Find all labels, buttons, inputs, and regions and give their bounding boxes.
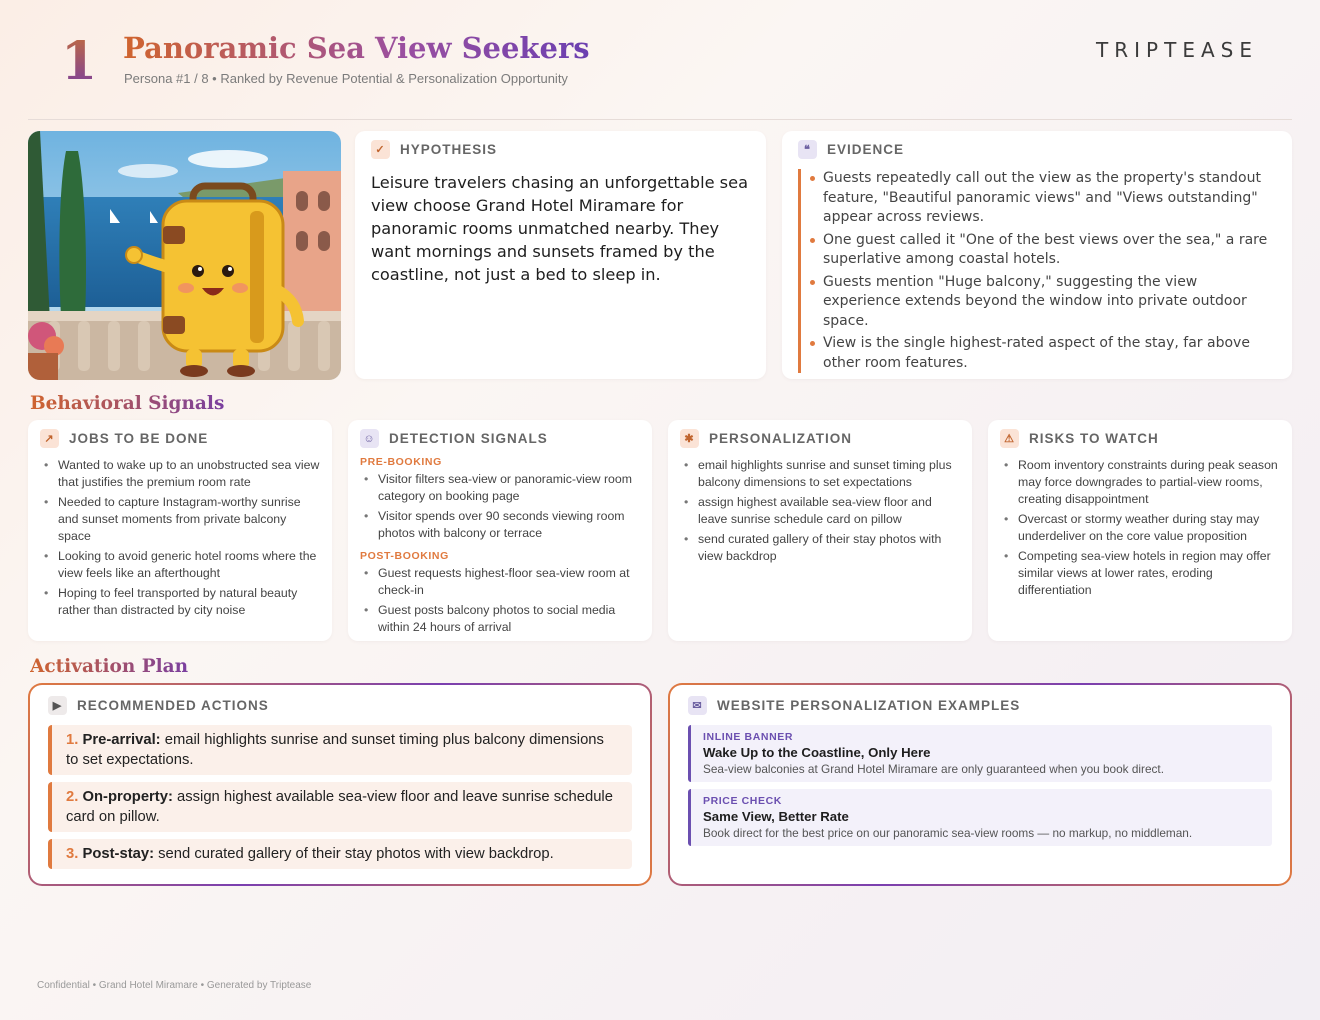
action-item (48, 725, 632, 775)
mail-icon: ✉ (688, 696, 707, 715)
risks-list (1000, 457, 1280, 599)
action-number: 1. (66, 732, 79, 748)
evidence-item: One guest called it "One of the best views over the sea," a rare superlative among coastal hotels. (823, 231, 1276, 270)
list-item: • Guest requests highest-floor sea-view room at check-in (360, 565, 640, 599)
recommended-actions-panel (28, 683, 652, 886)
brand-logo: TRIPTEASE (1096, 38, 1258, 62)
example-body: Sea-view balconies at Grand Hotel Miramare are only guaranteed when you book direct. (703, 762, 1164, 776)
list-item: • Looking to avoid generic hotel rooms where the view feels like an afterthought (40, 548, 320, 582)
evidence-item: Guests repeatedly call out the view as the property's standout feature, "Beautiful panoramic views" and "Views outstanding" appear across reviews. (823, 169, 1276, 228)
action-text: assign highest available sea-view floor and leave sunrise schedule card on pillow. (66, 789, 613, 825)
hypothesis-card (355, 131, 766, 379)
list-item: • Wanted to wake up to an unobstructed sea view that justifies the premium room rate (40, 457, 320, 491)
risks-label: RISKS TO WATCH (1029, 431, 1159, 446)
list-item: • email highlights sunrise and sunset timing plus balcony dimensions to set expectations (680, 457, 960, 491)
list-item: • send curated gallery of their stay photos with view backdrop (680, 531, 960, 565)
detection-label: DETECTION SIGNALS (389, 431, 548, 446)
list-item: • Hoping to feel transported by natural beauty rather than distracted by city noise (40, 585, 320, 619)
arrow-up-right-icon: ↗ (40, 429, 59, 448)
example-price-check (688, 789, 1272, 846)
list-item: • Room inventory constraints during peak season may force downgrades to partial-view rooms, creating disappointment (1000, 457, 1280, 508)
evidence-card (782, 131, 1292, 379)
example-tag: PRICE CHECK (703, 795, 782, 807)
activation-plan-title: Activation Plan (30, 656, 189, 677)
persona-rank: 1 (61, 31, 98, 92)
list-item: • assign highest available sea-view floor and leave sunrise schedule card on pillow (680, 494, 960, 528)
action-item (48, 782, 632, 832)
list-item: • Overcast or stormy weather during stay may underdeliver on the core value proposition (1000, 511, 1280, 545)
pre-booking-label: PRE-BOOKING (360, 456, 442, 468)
check-icon: ✓ (371, 140, 390, 159)
post-booking-list (360, 565, 640, 636)
list-item: • Guest posts balcony photos to social media within 24 hours of arrival (360, 602, 640, 636)
action-item (48, 839, 632, 869)
jobs-list (40, 457, 320, 619)
personalization-list (680, 457, 960, 565)
jobs-to-be-done-card (28, 420, 332, 641)
play-icon: ▶ (48, 696, 67, 715)
website-personalization-panel (668, 683, 1292, 886)
suitcase-mascot-image (28, 131, 341, 380)
example-headline: Same View, Better Rate (703, 809, 849, 824)
examples-label: WEBSITE PERSONALIZATION EXAMPLES (717, 698, 1021, 713)
actions-label: RECOMMENDED ACTIONS (77, 698, 269, 713)
action-lead: On-property: (82, 789, 173, 805)
action-number: 3. (66, 846, 79, 862)
list-item: • Visitor spends over 90 seconds viewing room photos with balcony or terrace (360, 508, 640, 542)
example-inline-banner (688, 725, 1272, 782)
list-item: • Needed to capture Instagram-worthy sunrise and sunset moments from private balcony space (40, 494, 320, 545)
action-number: 2. (66, 789, 79, 805)
hypothesis-text: Leisure travelers chasing an unforgettable sea view choose Grand Hotel Miramare for panoramic rooms unmatched nearby. They want mornings and sunsets framed by the coastline, not just a bed to sleep in. (371, 173, 748, 284)
evidence-item: View is the single highest-rated aspect of the stay, far above other room features. (823, 334, 1276, 373)
example-tag: INLINE BANNER (703, 731, 794, 743)
page-header (28, 28, 1292, 120)
evidence-list (798, 169, 1276, 373)
hypothesis-label: HYPOTHESIS (400, 142, 498, 157)
list-item: • Competing sea-view hotels in region may offer similar views at lower rates, eroding differentiation (1000, 548, 1280, 599)
post-booking-label: POST-BOOKING (360, 550, 449, 562)
action-text: email highlights sunrise and sunset timing plus balcony dimensions to set expectations. (66, 732, 604, 768)
page-footer: Confidential • Grand Hotel Miramare • Generated by Triptease (37, 980, 312, 991)
pre-booking-list (360, 471, 640, 542)
evidence-item: Guests mention "Huge balcony," suggesting the view experience extends beyond the window into private outdoor space. (823, 273, 1276, 332)
action-lead: Post-stay: (82, 846, 155, 862)
behavioral-signals-title: Behavioral Signals (30, 393, 225, 414)
jobs-label: JOBS TO BE DONE (69, 431, 209, 446)
evidence-label: EVIDENCE (827, 142, 905, 157)
example-headline: Wake Up to the Coastline, Only Here (703, 745, 931, 760)
persona-illustration (28, 131, 341, 380)
quote-icon: ❝ (798, 140, 817, 159)
detection-signals-card (348, 420, 652, 641)
action-text: send curated gallery of their stay photos with view backdrop. (154, 846, 554, 862)
risks-card (988, 420, 1292, 641)
asterisk-icon: ✱ (680, 429, 699, 448)
page-title: Panoramic Sea View Seekers (123, 31, 590, 65)
warning-icon: ⚠ (1000, 429, 1019, 448)
list-item: • Visitor filters sea-view or panoramic-view room category on booking page (360, 471, 640, 505)
personalization-label: PERSONALIZATION (709, 431, 852, 446)
smile-icon: ☺ (360, 429, 379, 448)
example-body: Book direct for the best price on our panoramic sea-view rooms — no markup, no middleman. (703, 826, 1193, 840)
page-subtitle: Persona #1 / 8 • Ranked by Revenue Potential & Personalization Opportunity (124, 71, 568, 86)
personalization-card (668, 420, 972, 641)
action-lead: Pre-arrival: (82, 732, 161, 748)
